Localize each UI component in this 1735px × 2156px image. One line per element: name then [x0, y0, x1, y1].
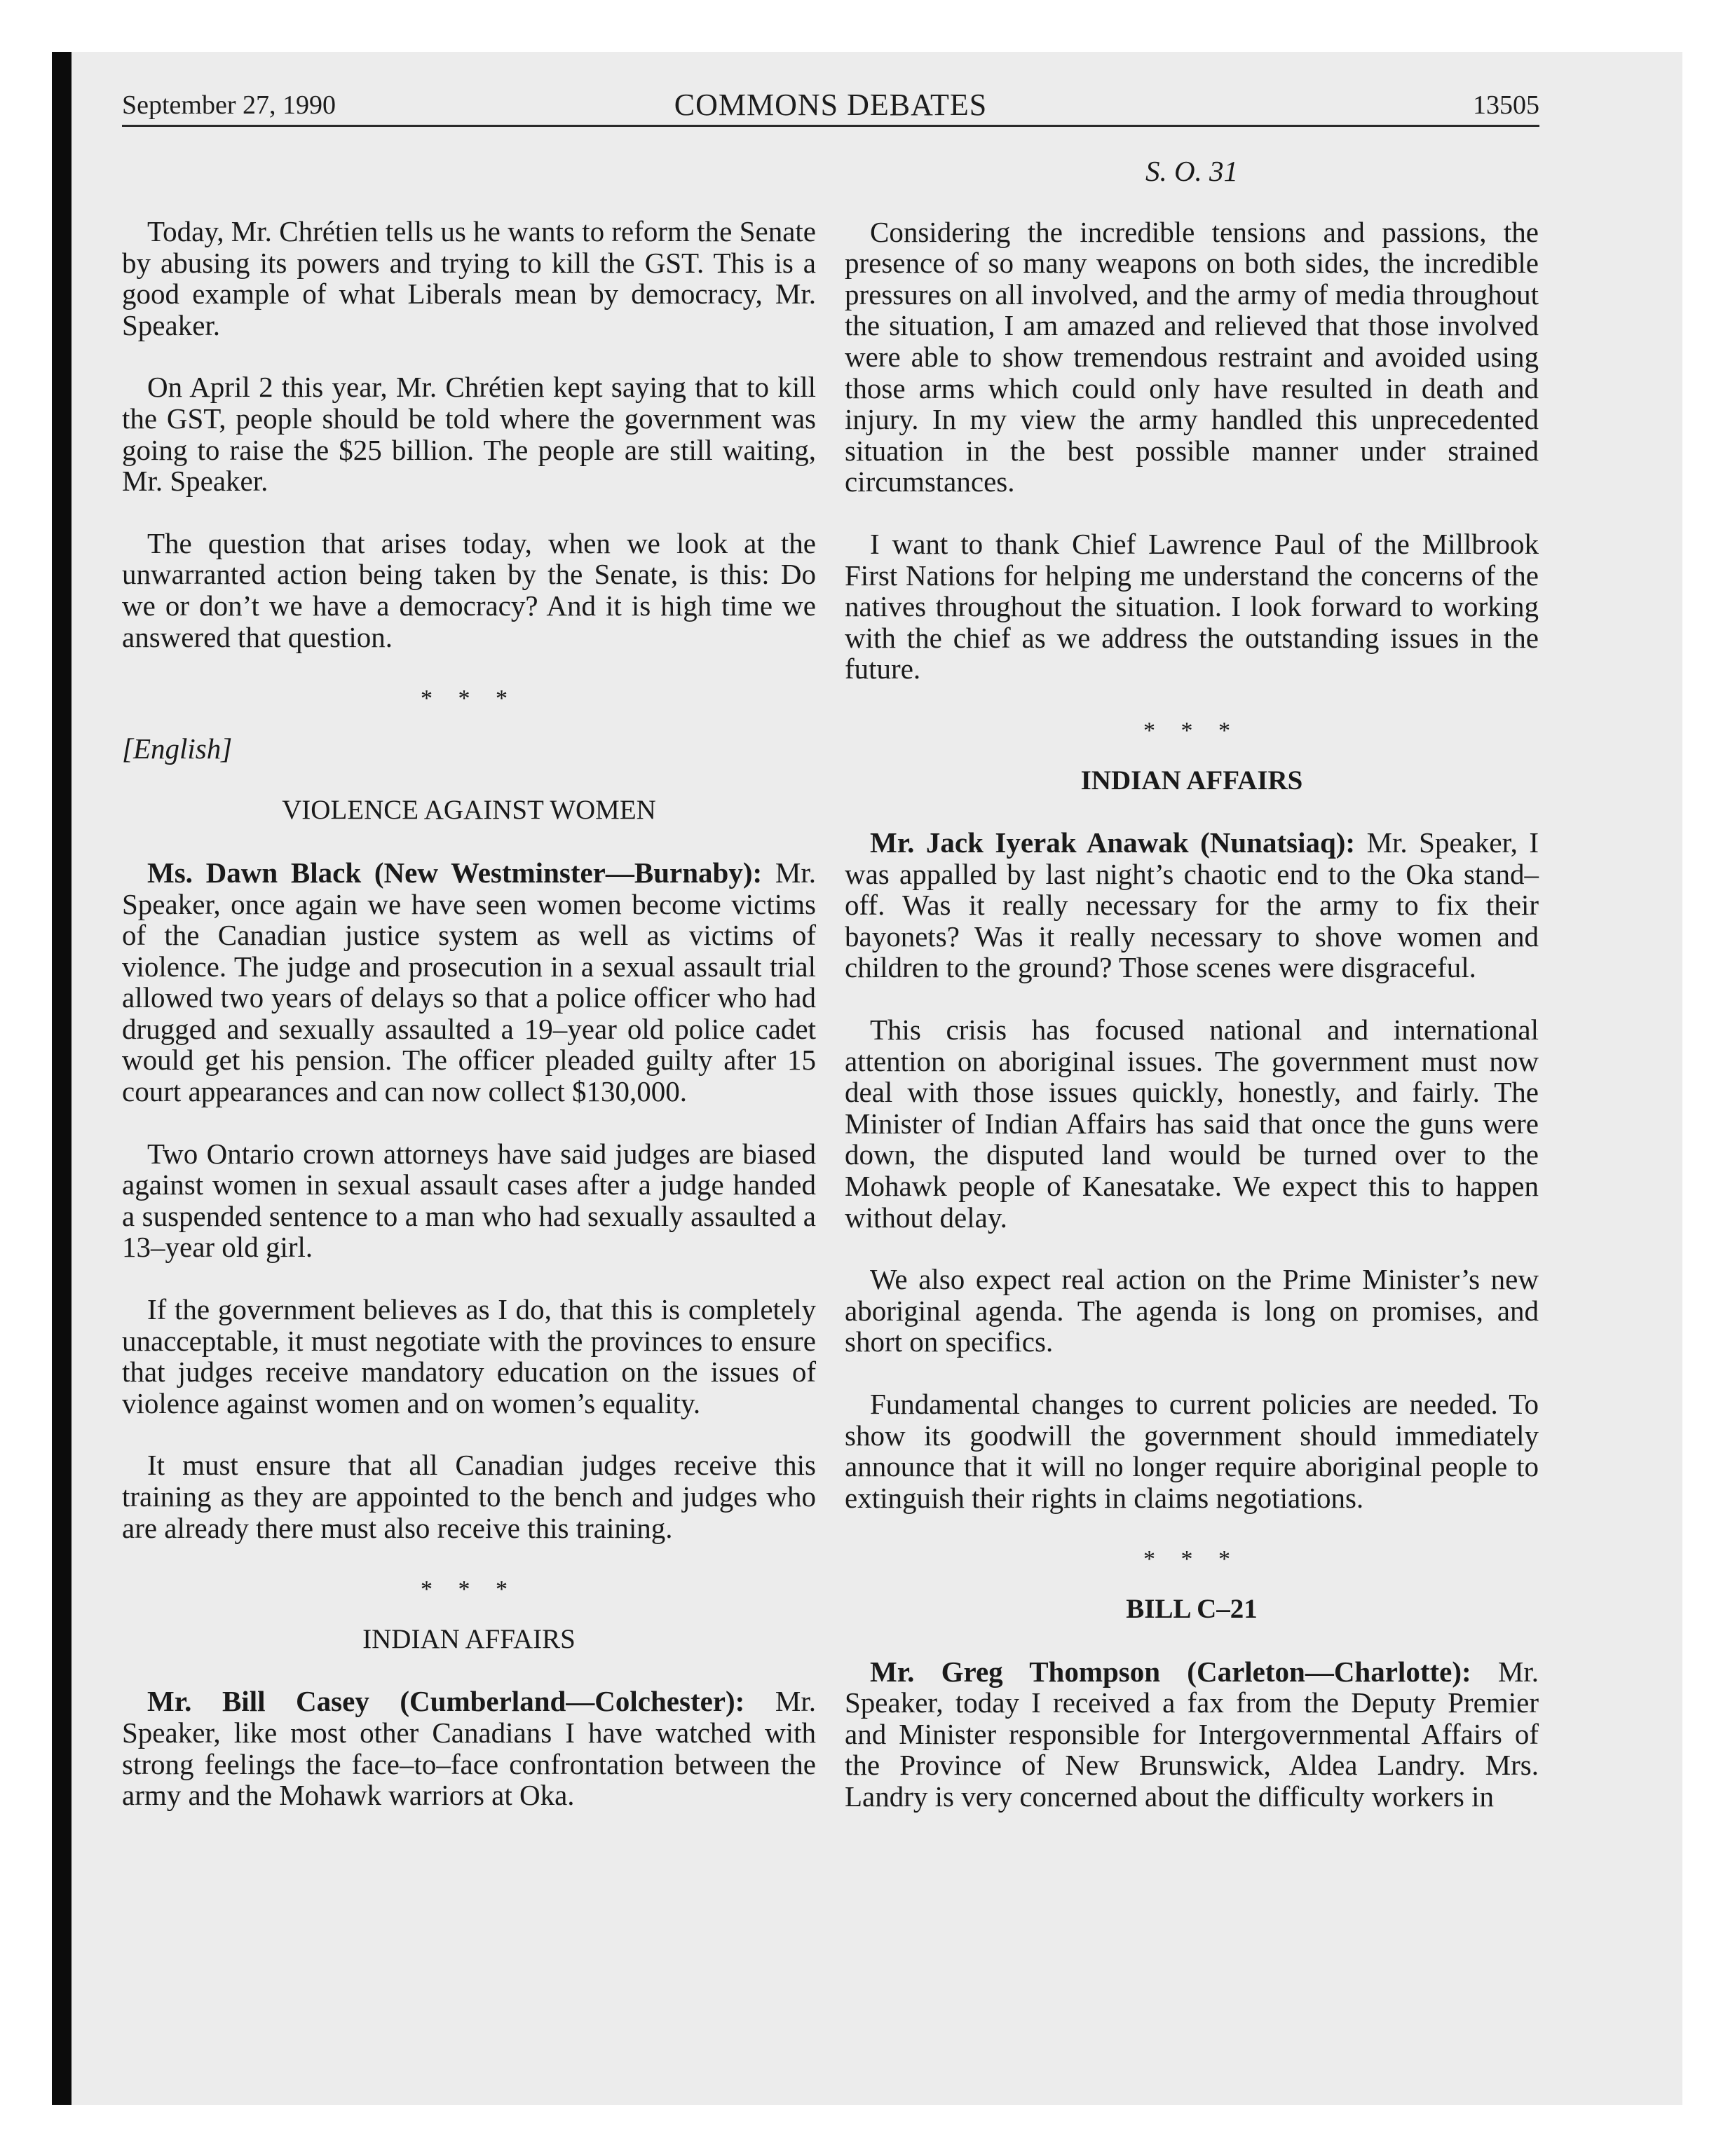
section-separator: * * * [421, 685, 517, 712]
paragraph: On April 2 this year, Mr. Chrétien kept saying that to kill the GST, people should be told where the government was going to raise the $25 billion. The people are still waiting, Mr. Speaker. [122, 371, 816, 498]
language-tag: [English] [122, 732, 233, 765]
speaker-name: Ms. Dawn Black (New Westminster—Burnaby): [147, 856, 763, 889]
paragraph [122, 1686, 816, 1810]
section-heading: INDIAN AFFAIRS [1080, 765, 1303, 796]
right-column [845, 156, 1539, 1843]
page-header [122, 83, 1539, 126]
paragraph: Today, Mr. Chrétien tells us he wants to reform the Senate by abusing its powers and trying to kill the GST. This is a good example of what Liberals mean by democracy, Mr. Speaker. [122, 215, 816, 341]
header-date: September 27, 1990 [122, 90, 336, 120]
header-title: COMMONS DEBATES [674, 88, 988, 122]
paragraph: It must ensure that all Canadian judges receive this training as they are appointed to the bench and judges who are already there must also receive this training. [122, 1449, 816, 1544]
section-heading: BILL C–21 [1126, 1593, 1258, 1624]
speaker-name: Mr. Bill Casey (Cumberland—Colchester): [147, 1685, 745, 1718]
page-number: 13505 [1473, 90, 1539, 120]
paragraph [122, 857, 816, 1107]
paragraph: We also expect real action on the Prime Minister’s new aboriginal agenda. The agenda is long on promises, and short on specifics. [845, 1263, 1539, 1358]
speech-text: Mr. Speaker, like most other Canadians I have watched with strong feelings the face–to–face confrontation between the army and the Mohawk warriors at Oka. [122, 1685, 816, 1812]
paragraph: Fundamental changes to current policies are needed. To show its goodwill the government should immediately announce that it will no longer require aboriginal people to extinguish their rights in claims negotiations. [845, 1388, 1539, 1514]
paragraph: Considering the incredible tensions and passions, the presence of so many weapons on both sides, the incredible pressures on all involved, and the army of media throughout the situation, I am amazed and relieved that those involved were able to show tremendous restraint and avoided using those arms which could only have resulted in death and injury. In my view the army handled this unprecedented situation in the best possible manner under strained circumstances. [845, 215, 1539, 498]
section-separator: * * * [1143, 1546, 1240, 1573]
paragraph: This crisis has focused national and international attention on aboriginal issues. The government must now deal with those issues quickly, honestly, and fairly. The Minister of Indian Affairs has said that once the guns were down, the disputed land would be turned over to the Mohawk people of Kanesatake. We expect this to happen without delay. [845, 1014, 1539, 1234]
speech-text: Mr. Speaker, I was appalled by last night’s chaotic end to the Oka stand–off. Was it really necessary for the army to fix their bayonets? Was it really necessary to shove women and children to the ground? Those scenes were disgraceful. [845, 826, 1539, 984]
speech-text: Mr. Speaker, today I received a fax from the Deputy Premier and Minister responsible for Intergovernmental Affairs of the Province of New Brunswick, Aldea Landry. Mrs. Landry is very concerned about the difficulty workers in [845, 1655, 1539, 1813]
section-heading: INDIAN AFFAIRS [362, 1623, 576, 1654]
speech-text: Mr. Speaker, once again we have seen women become victims of the Canadian justice system as well as victims of violence. The judge and prosecution in a sexual assault trial allowed two years of delays so that a police officer who had drugged and sexually assaulted a 19–year old police cadet would get his pension. The officer pleaded guilty after 15 court appearances and can now collect $130,000. [122, 856, 816, 1108]
paragraph: I want to thank Chief Lawrence Paul of the Millbrook First Nations for helping me understand the concerns of the natives throughout the situation. I look forward to working with the chief as we address the outstanding issues in the future. [845, 527, 1539, 685]
speaker-name: Mr. Greg Thompson (Carleton—Charlotte): [870, 1655, 1471, 1688]
standing-order-tag: S. O. 31 [1145, 155, 1239, 187]
section-separator: * * * [421, 1576, 517, 1603]
paragraph: Two Ontario crown attorneys have said judges are biased against women in sexual assault cases after a judge handed a suspended sentence to a man who had sexually assaulted a 13–year old girl. [122, 1137, 816, 1264]
paragraph [845, 827, 1539, 983]
scan-binding-edge [52, 52, 72, 2105]
paragraph [845, 1656, 1539, 1813]
section-heading: VIOLENCE AGAINST WOMEN [282, 795, 656, 826]
left-column [122, 216, 816, 1842]
paragraph: The question that arises today, when we look at the unwarranted action being taken by the Senate, is this: Do we or don’t we have a democracy? And it is high time we answered that question. [122, 526, 816, 653]
section-separator: * * * [1143, 717, 1240, 744]
speaker-name: Mr. Jack Iyerak Anawak (Nunatsiaq): [870, 826, 1356, 859]
header-rule [122, 125, 1539, 127]
paragraph: If the government believes as I do, that this is completely unacceptable, it must negotiate with the provinces to ensure that judges receive mandatory education on the issues of violence against women and on women’s equality. [122, 1293, 816, 1419]
